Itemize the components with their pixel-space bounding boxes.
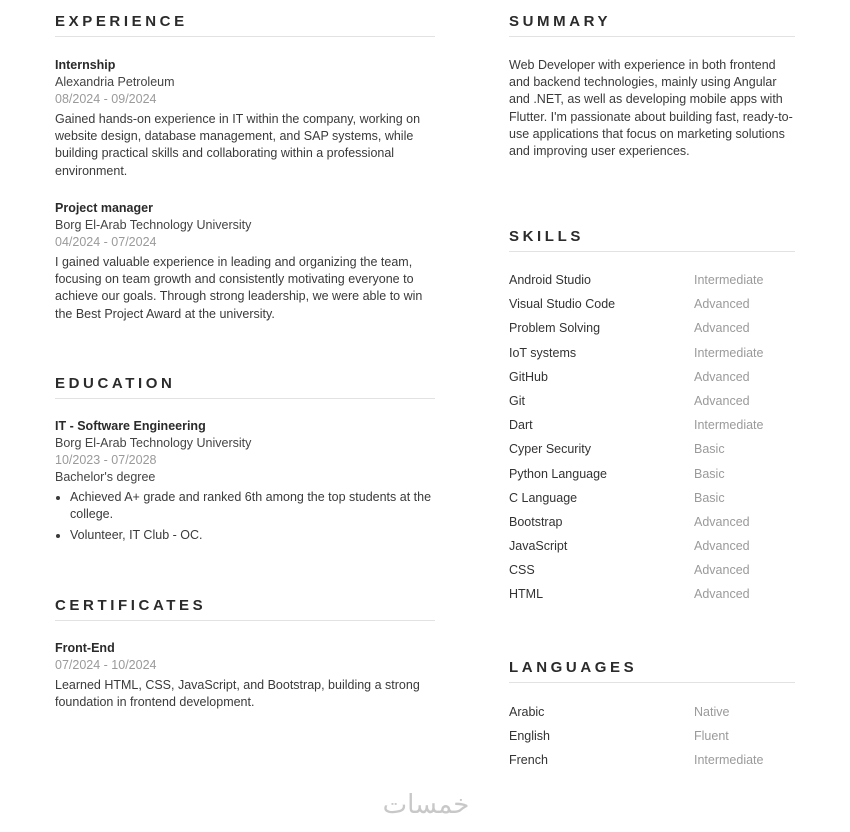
entry-description: I gained valuable experience in leading and organizing the team, focusing on team growth and consistently motivating everyone to achieve our goals. Through strong leadership, we were able to win the Best Project Award at the university.	[55, 255, 423, 321]
skill-level: Intermediate	[694, 273, 764, 287]
language-level: Intermediate	[694, 753, 764, 768]
skill-row	[509, 534, 795, 558]
summary-text: Web Developer with experience in both frontend and backend technologies, mainly using Angular and .NET, as well as developing mobile apps with Flutter. I'm passionate about building fast, ready-to-use applications that focus on marketing solutions and improving user experiences.	[509, 58, 793, 159]
skill-row	[509, 341, 795, 365]
education-entry	[55, 418, 435, 549]
skill-level: Advanced	[694, 563, 750, 578]
entry-description: Gained hands-on experience in IT within the company, working on website design, database management, and SAP systems, while building practical skills and collaborating within a professional environment.	[55, 112, 421, 178]
degree-title: IT - Software Engineering	[55, 419, 206, 433]
language-name: French	[509, 753, 548, 768]
skill-name: Python Language	[509, 466, 608, 481]
skill-row	[509, 389, 795, 413]
skill-level: Intermediate	[694, 345, 764, 360]
education-bullet-list	[55, 489, 435, 545]
skill-name: Git	[509, 393, 525, 408]
education-section	[55, 375, 435, 399]
skill-level: Intermediate	[694, 418, 764, 433]
skill-level: Advanced	[694, 369, 750, 384]
entry-role: Internship	[55, 58, 116, 72]
certificate-entry	[55, 640, 435, 711]
experience-entry	[55, 200, 435, 323]
languages-heading: LANGUAGES	[509, 659, 795, 683]
skill-name: JavaScript	[509, 539, 568, 554]
entry-organization: Borg El-Arab Technology University	[55, 218, 252, 232]
skill-row	[509, 510, 795, 534]
skill-level: Advanced	[694, 539, 750, 554]
entry-role: Project manager	[55, 201, 153, 215]
skill-row	[509, 437, 795, 461]
language-level: Fluent	[694, 729, 729, 744]
skill-level: Advanced	[694, 393, 750, 408]
skill-level: Advanced	[694, 514, 750, 529]
language-row	[509, 700, 795, 724]
skill-level: Basic	[694, 466, 725, 481]
skill-name: Visual Studio Code	[509, 297, 616, 312]
skill-row	[509, 582, 795, 606]
skills-heading: SKILLS	[509, 228, 795, 252]
skill-name: C Language	[509, 490, 578, 505]
certificate-name: Front-End	[55, 641, 115, 655]
language-row	[509, 724, 795, 748]
skill-level: Advanced	[694, 587, 750, 602]
degree-type: Bachelor's degree	[55, 470, 156, 484]
skill-level: Basic	[694, 442, 725, 457]
skill-name: Cyper Security	[509, 442, 591, 457]
skill-name: IoT systems	[509, 345, 577, 360]
entry-organization: Borg El-Arab Technology University	[55, 436, 252, 450]
skill-row	[509, 292, 795, 316]
skill-name: Problem Solving	[509, 321, 601, 336]
skill-name: Android Studio	[509, 273, 592, 287]
skill-name: Bootstrap	[509, 514, 563, 529]
skill-row	[509, 486, 795, 510]
watermark-text: خمسات	[382, 790, 470, 820]
summary-heading: SUMMARY	[509, 13, 795, 37]
experience-entry	[55, 57, 435, 180]
certificates-section	[55, 597, 435, 621]
skill-row	[509, 268, 795, 292]
experience-section	[55, 13, 435, 37]
summary-section	[509, 13, 795, 37]
skill-name: GitHub	[509, 369, 548, 384]
skill-name: HTML	[509, 587, 544, 602]
skill-name: Dart	[509, 418, 533, 433]
language-level: Native	[694, 705, 730, 719]
entry-date: 10/2023 - 07/2028	[55, 453, 157, 467]
skill-row	[509, 558, 795, 582]
skill-row	[509, 462, 795, 486]
entry-description: Learned HTML, CSS, JavaScript, and Bootstrap, building a strong foundation in frontend development.	[55, 678, 420, 710]
entry-organization: Alexandria Petroleum	[55, 75, 175, 89]
certificates-heading: CERTIFICATES	[55, 597, 435, 621]
entry-date: 08/2024 - 09/2024	[55, 92, 157, 106]
skill-name: CSS	[509, 563, 535, 578]
skills-section	[509, 228, 795, 252]
skill-level: Advanced	[694, 321, 750, 336]
languages-section	[509, 659, 795, 683]
language-name: Arabic	[509, 705, 545, 719]
skill-row	[509, 316, 795, 340]
skill-level: Advanced	[694, 297, 750, 312]
education-heading: EDUCATION	[55, 375, 435, 399]
skills-list	[509, 268, 795, 607]
entry-date: 04/2024 - 07/2024	[55, 235, 157, 249]
watermark-logo	[370, 788, 482, 820]
language-row	[509, 748, 795, 772]
languages-list	[509, 700, 795, 773]
experience-heading: EXPERIENCE	[55, 13, 435, 37]
list-item: • Achieved A+ grade and ranked 6th among the top students at the college.	[70, 489, 435, 523]
language-name: English	[509, 729, 550, 744]
skill-level: Basic	[694, 490, 725, 505]
list-item: • Volunteer, IT Club - OC.	[70, 527, 435, 544]
skill-row	[509, 413, 795, 437]
entry-date: 07/2024 - 10/2024	[55, 658, 157, 672]
skill-row	[509, 365, 795, 389]
